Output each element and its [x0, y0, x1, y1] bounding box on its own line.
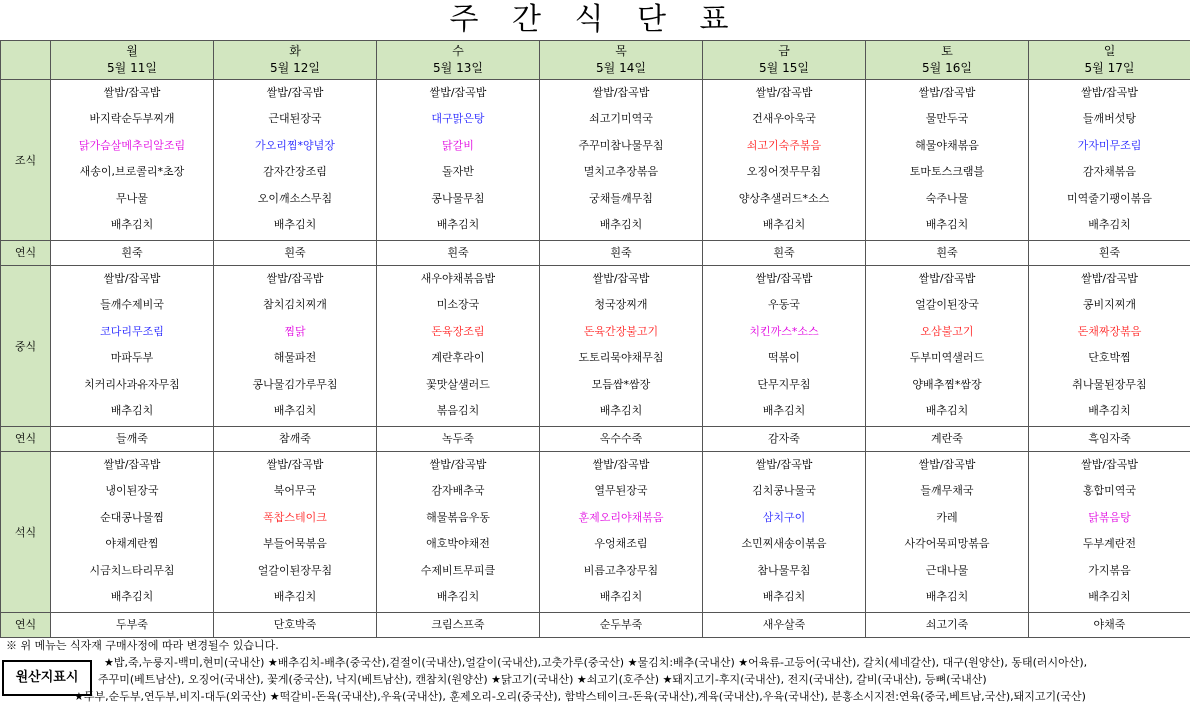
menu-item: 쌀밥/잡곡밥: [103, 458, 161, 471]
menu-item: 해물파전: [273, 351, 317, 365]
menu-item: 쌀밥/잡곡밥: [592, 458, 650, 471]
menu-item: 토마토스크램블: [909, 165, 985, 179]
menu-item: 가오리찜*양념장: [255, 138, 335, 152]
menu-item: 감자배추국: [431, 484, 485, 498]
menu-item: 쌀밥/잡곡밥: [429, 86, 487, 99]
menu-item: 취나물된장무침: [1072, 377, 1147, 391]
menu-item: 콩나물김가루무침: [252, 377, 338, 391]
snack-label: 연식: [1, 241, 51, 266]
menu-item: 해물볶음우동: [426, 510, 490, 524]
snack-item: 감자죽: [703, 427, 866, 452]
menu-item: 배추김치: [599, 217, 643, 231]
menu-item: 닭볶음탕: [1088, 510, 1131, 524]
day-date: 5월 13일: [433, 61, 483, 75]
menu-item: 오징어젓무무침: [746, 165, 822, 179]
menu-item: 쌀밥/잡곡밥: [918, 86, 976, 99]
snack-item: 두부죽: [51, 613, 214, 638]
menu-item: 쇠고기미역국: [589, 112, 653, 126]
menu-item: 청국장찌개: [594, 298, 648, 312]
menu-item: 배추김치: [110, 589, 154, 603]
day-name: 금: [778, 44, 790, 58]
lunch-cell: [51, 266, 214, 427]
breakfast-cell: [1029, 80, 1190, 241]
menu-item: 건새우아욱국: [752, 112, 816, 126]
menu-item: 소민찌새송이볶음: [741, 537, 827, 551]
menu-item: 멸치고추장볶음: [583, 165, 659, 179]
origin-line: ★밥,죽,누룽지-백미,현미(국내산) ★배추김치-배추(중국산),겉절이(국내산),얼갈이(국내산),고춧가루(중국산) ★물김치:배추(국내산) ★어육류-고등어(국내산), 갈치(세네갈산), 대구(원양산), 동태(러시아산),: [104, 656, 1088, 669]
menu-item: 들깨무채국: [920, 484, 974, 498]
menu-item: 쌀밥/잡곡밥: [266, 86, 324, 99]
snack-item: 흑임자죽: [1029, 427, 1190, 452]
menu-item: 배추김치: [110, 217, 154, 231]
menu-item: 대구맑은탕: [431, 112, 485, 126]
snack-item: 흰죽: [51, 241, 214, 266]
menu-item: 가자미무조림: [1077, 138, 1142, 152]
snack1-row: [1, 241, 1190, 266]
menu-item: 닭갈비: [442, 138, 474, 152]
menu-item: 삼치구이: [762, 510, 806, 524]
menu-item: 콩비지찌개: [1082, 298, 1137, 312]
day-name: 목: [615, 44, 627, 58]
menu-item: 찜닭: [284, 324, 306, 338]
menu-item: 쌀밥/잡곡밥: [592, 272, 650, 285]
snack-item: 옥수수죽: [540, 427, 703, 452]
day-header-row: [1, 41, 1190, 80]
snack-item: 야채죽: [1029, 613, 1190, 638]
menu-item: 홍합미역국: [1082, 484, 1137, 498]
snack2-row: [1, 427, 1190, 452]
snack-item: 흰죽: [703, 241, 866, 266]
menu-item: 배추김치: [273, 403, 317, 417]
menu-item: 단호박찜: [1088, 351, 1131, 365]
menu-item: 배추김치: [925, 589, 969, 603]
day-name: 수: [452, 44, 464, 58]
menu-item: 들깨버섯탕: [1082, 112, 1137, 126]
menu-item: 카레: [936, 510, 958, 524]
breakfast-cell: [866, 80, 1029, 241]
dinner-cell: [377, 452, 540, 613]
menu-item: 주꾸미참나물무침: [578, 138, 664, 152]
menu-item: 쌀밥/잡곡밥: [1081, 458, 1138, 471]
day-header: [51, 41, 214, 80]
menu-item: 양상추샐러드*소스: [738, 191, 830, 205]
menu-item: 사각어묵피망볶음: [904, 537, 990, 551]
snack-item: 계란죽: [866, 427, 1029, 452]
dinner-cell: [540, 452, 703, 613]
menu-item: 도토리묵야채무침: [578, 351, 664, 365]
menu-item: 쌀밥/잡곡밥: [592, 86, 650, 99]
menu-item: 쌀밥/잡곡밥: [103, 86, 161, 99]
menu-item: 콩나물무침: [431, 191, 485, 205]
dinner-label: 석식: [1, 452, 51, 613]
menu-item: 쌀밥/잡곡밥: [266, 272, 324, 285]
menu-item: 돈육간장불고기: [583, 324, 659, 338]
menu-item: 쌀밥/잡곡밥: [755, 458, 813, 471]
lunch-cell: [866, 266, 1029, 427]
menu-item: 들깨수제비국: [100, 298, 164, 312]
menu-item: 코다리무조림: [100, 324, 164, 338]
menu-item: 배추김치: [436, 217, 480, 231]
day-name: 일: [1103, 44, 1116, 58]
day-header: [540, 41, 703, 80]
menu-item: 배추김치: [762, 217, 806, 231]
lunch-cell: [540, 266, 703, 427]
menu-change-note: ※ 위 메뉴는 식자재 구매사정에 따라 변경될수 있습니다.: [6, 639, 279, 652]
snack-item: 참깨죽: [214, 427, 377, 452]
menu-item: 새우야채볶음밥: [420, 272, 496, 285]
menu-item: 북어무국: [273, 484, 317, 498]
menu-item: 쌀밥/잡곡밥: [1081, 272, 1138, 285]
menu-item: 쌀밥/잡곡밥: [266, 458, 324, 471]
breakfast-cell: [377, 80, 540, 241]
snack-item: 흰죽: [1029, 241, 1190, 266]
menu-item: 물만두국: [925, 112, 969, 126]
menu-item: 궁채들깨무침: [589, 191, 653, 205]
snack-item: 흰죽: [540, 241, 703, 266]
menu-item: 쌀밥/잡곡밥: [1081, 86, 1138, 99]
menu-item: 돌자반: [442, 165, 474, 179]
menu-item: 얼갈이된장국: [915, 298, 979, 312]
menu-item: 배추김치: [1088, 217, 1131, 231]
origin-line: ★두부,순두부,연두부,비지-대두(외국산) ★떡갈비-돈육(국내산),우육(국내산), 훈제오리-오리(중국산), 함박스테이크-돈육(국내산),계육(국내산),우육(국내산), 분홍소시지전:연육(중국,베트남,국산),돼지고기(국산): [74, 690, 1086, 703]
menu-item: 마파두부: [110, 351, 154, 365]
menu-item: 배추김치: [762, 403, 806, 417]
day-date: 5월 17일: [1084, 61, 1135, 75]
menu-item: 열무된장국: [594, 484, 648, 498]
dinner-cell: [51, 452, 214, 613]
day-header: [1029, 41, 1190, 80]
menu-item: 배추김치: [1088, 589, 1131, 603]
menu-item: 우엉채조림: [594, 537, 648, 551]
menu-item: 두부미역샐러드: [909, 351, 985, 365]
menu-item: 쌀밥/잡곡밥: [755, 272, 813, 285]
snack-item: 흰죽: [377, 241, 540, 266]
menu-item: 배추김치: [925, 403, 969, 417]
menu-item: 배추김치: [762, 589, 806, 603]
menu-item: 미소장국: [436, 298, 480, 312]
weekly-menu-table: [0, 40, 1190, 638]
menu-item: 배추김치: [925, 217, 969, 231]
menu-item: 냉이된장국: [105, 484, 159, 498]
menu-item: 시금치느타리무침: [89, 563, 175, 577]
menu-item: 부들어묵볶음: [263, 537, 327, 551]
menu-item: 수제비트무피클: [420, 563, 496, 577]
menu-item: 오삼불고기: [920, 324, 974, 338]
menu-item: 쌀밥/잡곡밥: [429, 458, 487, 471]
menu-item: 배추김치: [273, 217, 317, 231]
lunch-cell: [703, 266, 866, 427]
lunch-cell: [1029, 266, 1190, 427]
menu-item: 배추김치: [110, 403, 154, 417]
day-name: 토: [941, 44, 953, 58]
menu-item: 두부계란전: [1082, 537, 1137, 551]
day-header: [214, 41, 377, 80]
menu-item: 쇠고기숙주볶음: [746, 138, 822, 152]
menu-item: 치킨까스*소스: [749, 324, 819, 338]
menu-item: 배추김치: [436, 589, 480, 603]
breakfast-cell: [51, 80, 214, 241]
snack-label: 연식: [1, 427, 51, 452]
menu-item: 참나물무침: [757, 563, 811, 577]
menu-item: 감자간장조림: [263, 165, 327, 179]
snack-item: 새우살죽: [703, 613, 866, 638]
menu-item: 미역줄기팽이볶음: [1066, 191, 1152, 205]
menu-item: 감자채볶음: [1082, 165, 1137, 179]
menu-item: 폭찹스테이크: [263, 510, 327, 524]
menu-item: 숙주나물: [925, 191, 969, 205]
breakfast-cell: [540, 80, 703, 241]
menu-item: 쌀밥/잡곡밥: [755, 86, 813, 99]
menu-item: 배추김치: [1088, 403, 1131, 417]
lunch-cell: [214, 266, 377, 427]
menu-item: 쌀밥/잡곡밥: [103, 272, 161, 285]
day-date: 5월 14일: [596, 61, 646, 75]
snack-item: 쇠고기죽: [866, 613, 1029, 638]
menu-item: 우동국: [768, 298, 800, 312]
menu-item: 배추김치: [273, 589, 317, 603]
dinner-cell: [703, 452, 866, 613]
menu-item: 근대된장국: [268, 112, 322, 126]
day-header: [377, 41, 540, 80]
menu-item: 배추김치: [599, 589, 643, 603]
menu-item: 돈채짜장볶음: [1077, 324, 1142, 338]
dinner-cell: [866, 452, 1029, 613]
menu-item: 애호박야채전: [426, 537, 490, 551]
lunch-row: [1, 266, 1190, 427]
lunch-cell: [377, 266, 540, 427]
menu-item: 훈제오리야채볶음: [578, 510, 664, 524]
snack-item: 녹두죽: [377, 427, 540, 452]
origin-line: 주꾸미(베트남산), 오징어(국내산), 꽃게(중국산), 낙지(베트남산), 캔참치(원양산) ★닭고기(국내산) ★쇠고기(호주산) ★돼지고기-후지(국내산), 전지(국내산), 갈비(국내산), 등뼈(국내산): [98, 673, 987, 686]
menu-item: 근대나물: [925, 563, 969, 577]
menu-item: 새송이,브로콜리*초장: [79, 165, 185, 179]
page-title: 주 간 식 단 표: [449, 2, 741, 37]
corner-cell: [1, 41, 51, 80]
menu-item: 모듬쌈*쌈장: [591, 377, 651, 391]
menu-item: 무나물: [116, 191, 148, 205]
menu-item: 해물야채볶음: [915, 138, 979, 152]
snack-item: 들깨죽: [51, 427, 214, 452]
day-date: 5월 11일: [107, 61, 157, 75]
menu-item: 치커리사과유자무침: [84, 377, 180, 391]
snack-label: 연식: [1, 613, 51, 638]
menu-item: 얼갈이된장무침: [257, 563, 333, 577]
menu-item: 볶음김치: [436, 403, 480, 417]
menu-item: 쌀밥/잡곡밥: [918, 272, 976, 285]
menu-item: 계란후라이: [431, 351, 485, 365]
day-date: 5월 12일: [270, 61, 320, 75]
dinner-cell: [214, 452, 377, 613]
menu-item: 꽃맛살샐러드: [426, 377, 490, 391]
snack-item: 순두부죽: [540, 613, 703, 638]
origin-info: [74, 654, 1188, 705]
snack-item: 크림스프죽: [377, 613, 540, 638]
day-header: [703, 41, 866, 80]
snack3-row: [1, 613, 1190, 638]
lunch-label: 중식: [1, 266, 51, 427]
menu-item: 돈육장조림: [431, 324, 485, 338]
day-date: 5월 16일: [922, 61, 972, 75]
day-header: [866, 41, 1029, 80]
menu-item: 양배추찜*쌈장: [912, 377, 982, 391]
breakfast-label: 조식: [1, 80, 51, 241]
menu-item: 단무지무침: [757, 377, 811, 391]
day-name: 화: [289, 44, 301, 58]
dinner-cell: [1029, 452, 1190, 613]
menu-item: 순대콩나물찜: [100, 510, 164, 524]
breakfast-cell: [214, 80, 377, 241]
menu-item: 쌀밥/잡곡밥: [918, 458, 976, 471]
day-date: 5월 15일: [759, 61, 809, 75]
menu-item: 김치콩나물국: [752, 484, 816, 498]
menu-item: 오이깨소스무침: [257, 191, 333, 205]
snack-item: 흰죽: [214, 241, 377, 266]
menu-item: 닭가슴살메추리알조림: [78, 138, 186, 152]
menu-item: 비름고추장무침: [583, 563, 659, 577]
snack-item: 흰죽: [866, 241, 1029, 266]
menu-item: 야채계란찜: [105, 537, 159, 551]
dinner-row: [1, 452, 1190, 613]
menu-item: 떡볶이: [768, 351, 800, 365]
menu-item: 가지볶음: [1088, 563, 1131, 577]
menu-item: 배추김치: [599, 403, 643, 417]
menu-item: 참치김치찌개: [263, 298, 327, 312]
breakfast-row: [1, 80, 1190, 241]
origin-label: 원산지표시: [2, 660, 92, 696]
snack-item: 단호박죽: [214, 613, 377, 638]
day-name: 월: [126, 44, 138, 58]
breakfast-cell: [703, 80, 866, 241]
menu-item: 바지락순두부찌개: [89, 112, 175, 126]
